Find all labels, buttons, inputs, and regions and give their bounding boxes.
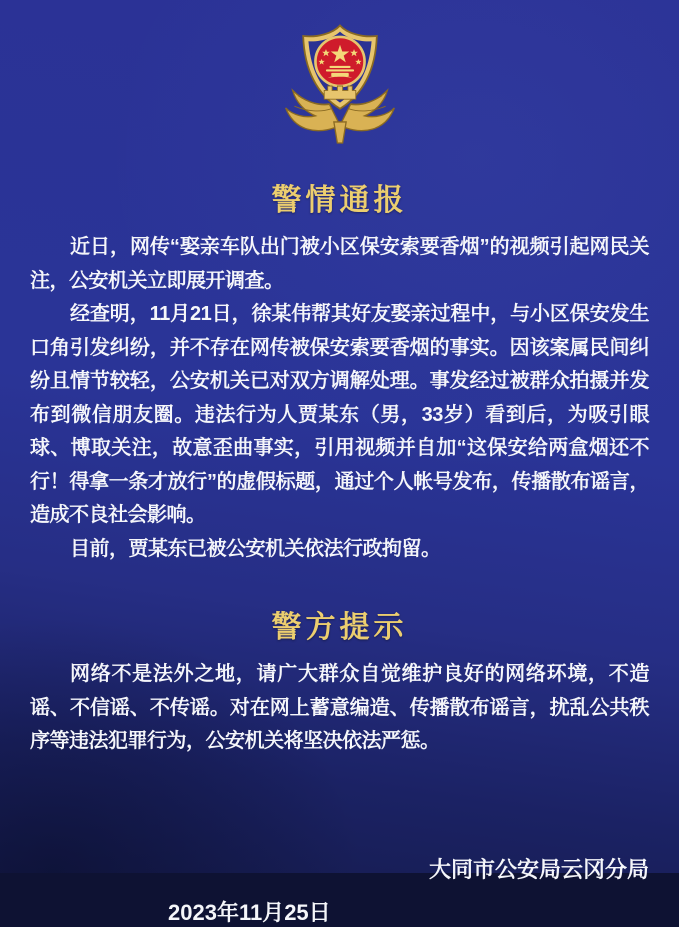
police-emblem-icon: [278, 22, 402, 155]
notice-paragraph: 目前，贾某东已被公安机关依法行政拘留。: [70, 537, 441, 560]
issue-date: 2023年11月25日: [168, 899, 331, 925]
notice-body: [0, 231, 679, 566]
tips-title: 警方提示: [271, 611, 408, 644]
tips-body: [0, 658, 679, 759]
notice-paragraph: 近日，网传“娶亲车队出门被小区保安索要香烟”的视频引起网民关注，公安机关立即展开调查。: [30, 236, 649, 292]
badge-container: [0, 0, 679, 155]
notice-paragraph: 经查明，11月21日，徐某伟帮其好友娶亲过程中，与小区保安发生口角引发纠纷，并不存在网传被保安索要香烟的事实。因该案属民间纠纷且情节较轻，公安机关已对双方调解处理。事发经过被群众拍摄并发布到微信朋友圈。违法行为人贾某东（男，33岁）看到后，为吸引眼球、博取关注，故意歪曲事实，引用视频并自加“这保安给两盒烟还不行！得拿一条才放行”的虚假标题，通过个人帐号发布，传播散布谣言，造成不良社会影响。: [30, 303, 649, 526]
notice-title: 警情通报: [271, 184, 408, 217]
tips-paragraph: 网络不是法外之地，请广大群众自觉维护良好的网络环境，不造谣、不信谣、不传谣。对在网上蓄意编造、传播散布谣言，扰乱公共秩序等违法犯罪行为，公安机关将坚决依法严惩。: [30, 663, 649, 752]
issuing-agency: 大同市公安局云冈分局: [428, 856, 649, 882]
